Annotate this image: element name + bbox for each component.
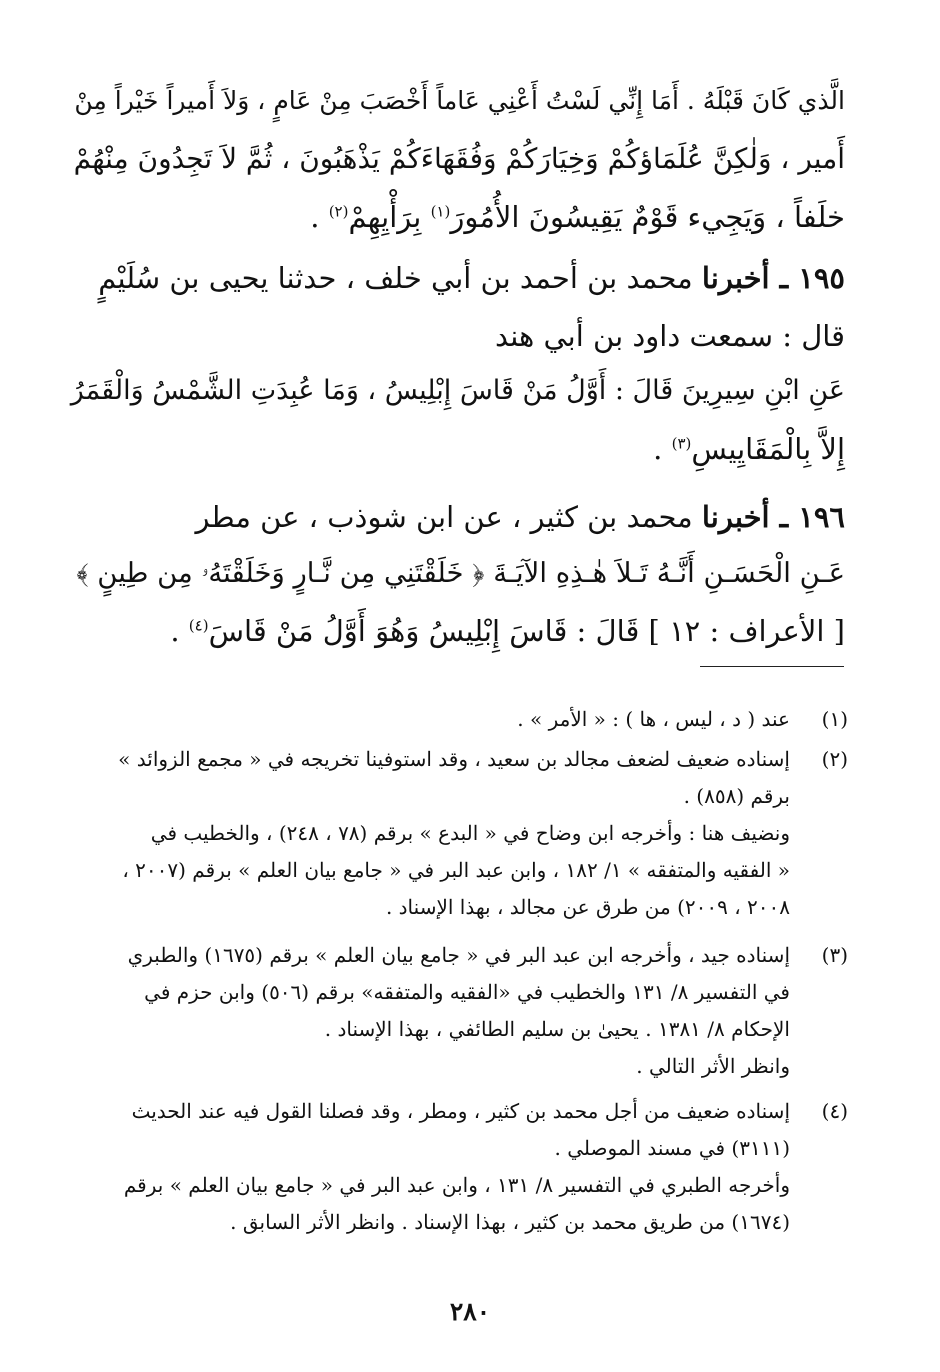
entry-195-text xyxy=(70,362,845,478)
text-segment: . xyxy=(310,200,329,234)
footnote-line: ونضيف هنا : وأخرجه ابن وضاح في « البدع » برقم (٧٨ ، ٢٤٨) ، والخطيب في xyxy=(150,821,790,845)
footnote-mark: (٢) xyxy=(821,747,848,771)
footnote-2 xyxy=(70,741,848,926)
entry-196-text xyxy=(70,544,845,660)
page-number: ٢٨٠ xyxy=(449,1297,491,1326)
footnote-line: (١٦٧٤) من طريق محمد بن كثير ، بهذا الإسناد . وانظر الأثر السابق . xyxy=(230,1210,790,1234)
isnad-text: محمد بن أحمد بن أبي خلف ، حدثنا يحيى بن سُلَيْمٍ xyxy=(98,261,702,295)
entry-number: ١٩٦ ـ أخبرنا xyxy=(701,500,845,534)
text-segment: . xyxy=(170,614,189,648)
paragraph-continuation xyxy=(70,72,845,246)
entry-195 xyxy=(70,249,845,365)
footnote-text: عند ( د ، ليس ، ها ) : « الأمر » . xyxy=(517,707,790,731)
text-segment: بِرَأْيِهِمْ xyxy=(348,200,431,234)
footnote-line xyxy=(70,937,848,974)
footnote-text: إسناده ضعيف لضعف مجالد بن سعيد ، وقد استوفينا تخريجه في « مجمع الزوائد » xyxy=(118,747,790,771)
footnote-line: الإحكام ٨/ ١٣٨١ . يحيىٰ بن سليم الطائفي ، بهذا الإسناد . xyxy=(324,1017,790,1041)
footnote-mark: (١) xyxy=(821,707,848,731)
footnote-line: ٢٠٠٨ ، ٢٠٠٩) من طرق عن مجالد ، بهذا الإسناد . xyxy=(385,895,790,919)
text-line: عَـنِ الْحَسَـنِ أَنَّـهُ تَـلاَ هٰـذِهِ الآيَـةَ ﴿ خَلَقْتَنِي مِن نَّـارٍ وَخَلَقْتَهُۥ مِن طِينٍ ﴾ xyxy=(76,557,845,589)
footnote-separator xyxy=(700,666,844,667)
footnote-ref-4: (٤) xyxy=(188,616,209,635)
text-line xyxy=(70,420,845,478)
text-segment: خلَفاً ، وَيَجِيء قَوْمٌ يَقِيسُونَ الأُمُورَ xyxy=(450,200,845,234)
footnote-text: إسناده ضعيف من أجل محمد بن كثير ، ومطر ، وقد فصلنا القول فيه عند الحديث xyxy=(131,1099,790,1123)
footnote-line xyxy=(70,741,848,778)
text-line xyxy=(70,602,845,660)
footnote-line xyxy=(70,701,848,738)
footnote-line: (٣١١١) في مسند الموصلي . xyxy=(554,1136,790,1160)
footnote-line xyxy=(70,1093,848,1130)
footnote-text: إسناده جيد ، وأخرجه ابن عبد البر في « جامع بيان العلم » برقم (١٦٧٥) والطبري xyxy=(127,943,790,967)
footnote-line: في التفسير ٨/ ١٣١ والخطيب في «الفقيه والمتفقه» برقم (٥٠٦) وابن حزم في xyxy=(144,980,790,1004)
footnote-line: برقم (٨٥٨) . xyxy=(683,784,790,808)
isnad-line: قال : سمعت داود بن أبي هند xyxy=(495,319,845,353)
footnote-mark: (٤) xyxy=(821,1099,848,1123)
text-line: أَمير ، وَلٰكِنَّ عُلَمَاؤكُمْ وَخِيَارَكُمْ وَفُقَهَاءَكُمْ يَذْهَبُونَ ، ثُمَّ لاَ تَجِدُونَ مِنْهُمْ xyxy=(73,142,845,175)
text-line xyxy=(70,188,845,246)
footnote-ref-1: (١) xyxy=(430,202,451,221)
text-line: الَّذي كَانَ قَبْلَهُ . أَمَا إِنِّي لَسْتُ أَعْنِي عَاماً أَخْصَبَ مِنْ عَامٍ ، وَلاَ أَميراً خَيْراً مِنْ xyxy=(74,86,845,115)
footnote-ref-3: (٣) xyxy=(671,434,692,453)
entry-196 xyxy=(70,488,845,546)
footnote-line: وأخرجه الطبري في التفسير ٨/ ١٣١ ، وابن عبد البر في « جامع بيان العلم » برقم xyxy=(123,1173,790,1197)
text-line: عَنِ ابْنِ سِيرِينَ قَالَ : أَوَّلُ مَنْ قَاسَ إِبْلِيسُ ، وَمَا عُبِدَتِ الشَّمْسُ وَالْقَمَرُ xyxy=(70,375,845,406)
footnote-line: « الفقيه والمتفقه » ١/ ١٨٢ ، وابن عبد البر في « جامع بيان العلم » برقم (٢٠٠٧ ، xyxy=(122,858,790,882)
isnad-line xyxy=(70,249,845,307)
footnote-mark: (٣) xyxy=(821,943,848,967)
text-segment: . xyxy=(653,432,672,466)
text-segment: إِلاَّ بِالْمَقَايِيسِ xyxy=(691,432,845,466)
entry-number: ١٩٥ ـ أخبرنا xyxy=(701,261,845,295)
isnad-text: محمد بن كثير ، عن ابن شوذب ، عن مطر xyxy=(195,500,702,534)
footnote-1 xyxy=(70,701,848,738)
footnote-line: وانظر الأثر التالي . xyxy=(636,1054,790,1078)
isnad-line xyxy=(70,488,845,546)
footnote-4 xyxy=(70,1093,848,1241)
footnote-ref-2: (٢) xyxy=(328,202,349,221)
footnote-3 xyxy=(70,937,848,1085)
text-segment: [ الأعراف : ١٢ ] قَالَ : قَاسَ إِبْلِيسُ وَهُوَ أَوَّلُ مَنْ قَاسَ xyxy=(208,614,845,648)
